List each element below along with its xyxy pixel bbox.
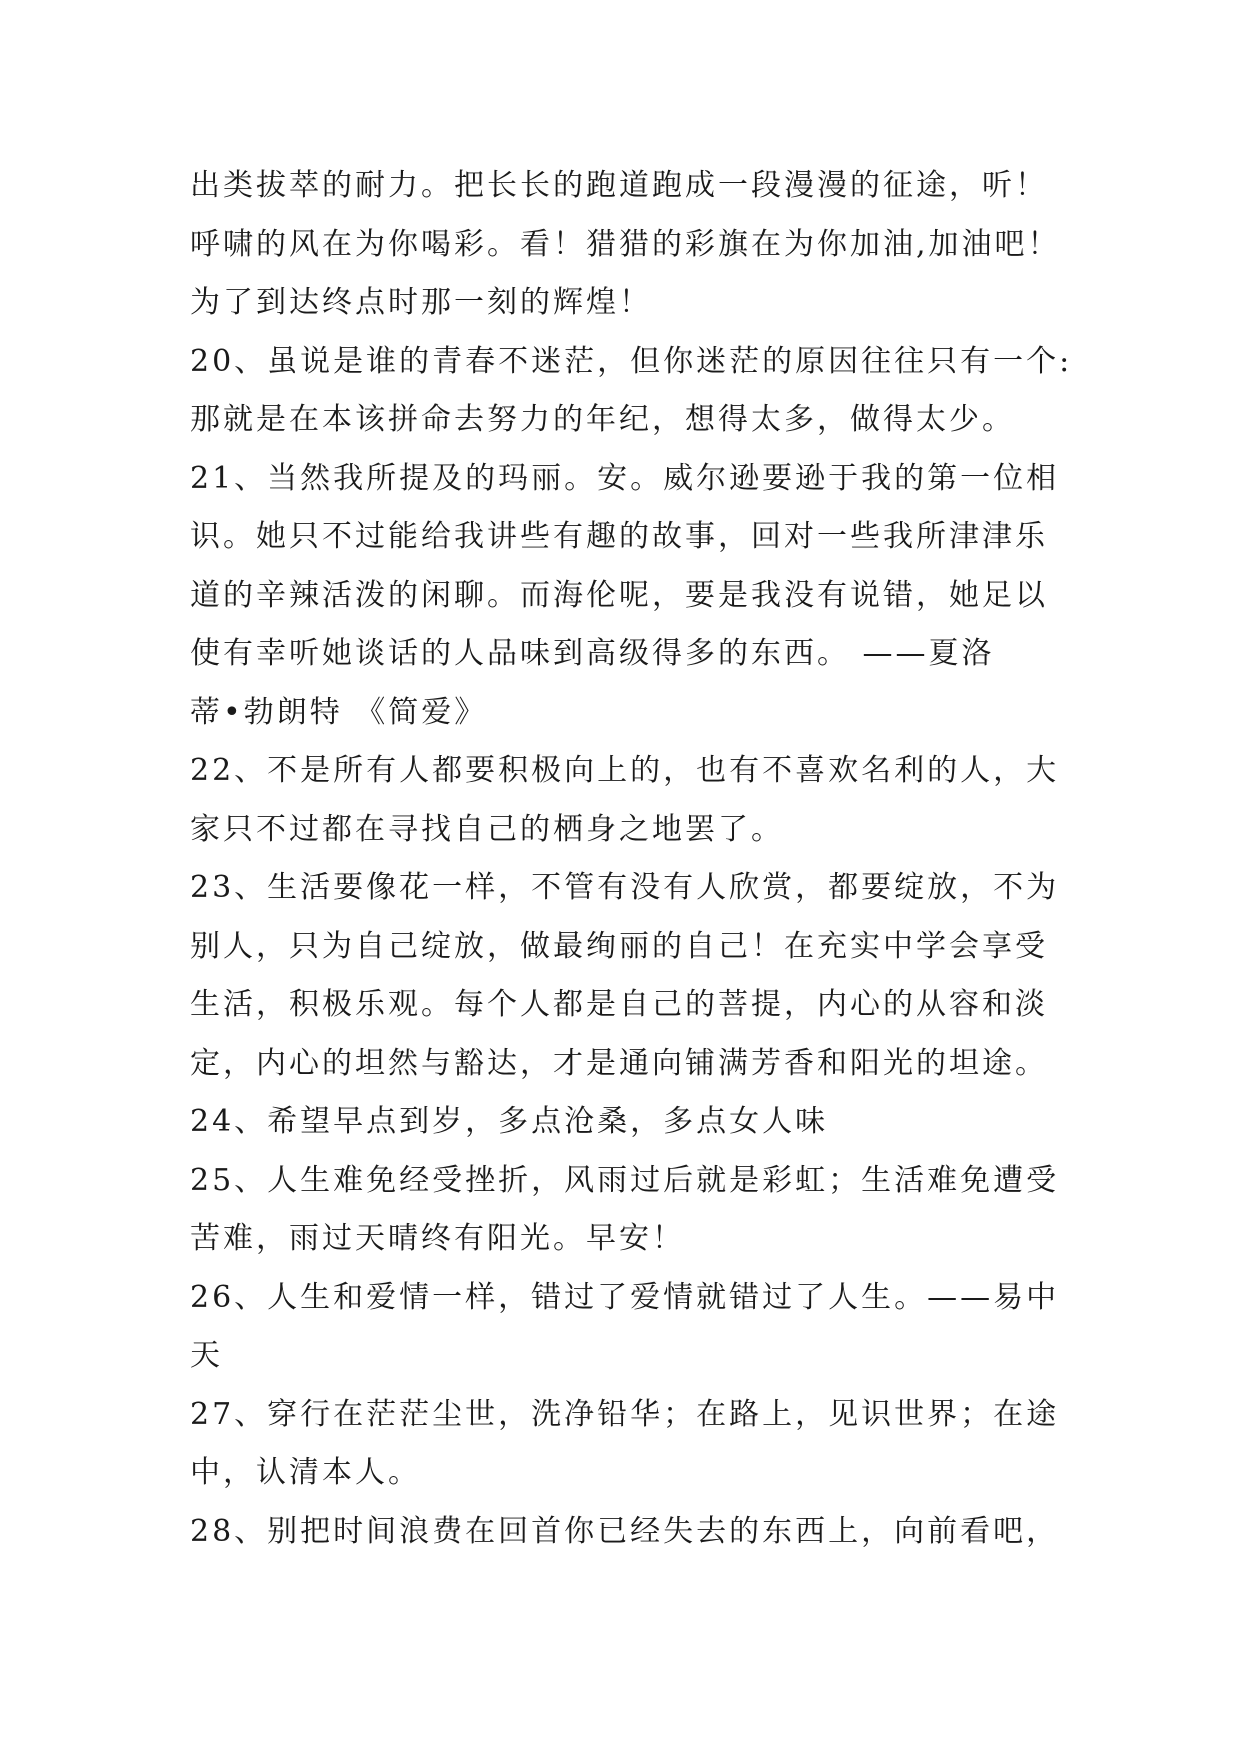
text-line: 为了到达终点时那一刻的辉煌！ <box>190 285 652 320</box>
text-line: 定，内心的坦然与豁达，才是通向铺满芳香和阳光的坦途。 <box>190 1045 1048 1081</box>
text-line: 生活，积极乐观。每个人都是自己的菩提，内心的从容和淡 <box>190 987 1048 1022</box>
document-body <box>190 157 1090 1561</box>
text-line: 23、生活要像花一样，不管有没有人欣赏，都要绽放，不为 <box>190 870 1060 905</box>
text-line: 中，认清本人。 <box>190 1455 421 1490</box>
text-line: 25、人生难免经受挫折，风雨过后就是彩虹；生活难免遭受 <box>190 1162 1060 1198</box>
text-line: 28、别把时间浪费在回首你已经失去的东西上，向前看吧， <box>190 1513 1060 1549</box>
text-line: 苦难，雨过天晴终有阳光。早安！ <box>190 1221 685 1256</box>
text-line: 出类拔萃的耐力。把长长的跑道跑成一段漫漫的征途，听！ <box>190 168 1048 203</box>
text-line: 22、不是所有人都要积极向上的，也有不喜欢名利的人，大 <box>190 753 1060 788</box>
text-line: 天 <box>190 1338 223 1373</box>
text-line: 识。她只不过能给我讲些有趣的故事，回对一些我所津津乐 <box>190 519 1048 554</box>
text-line: 呼啸的风在为你喝彩。看！猎猎的彩旗在为你加油,加油吧！ <box>190 226 1061 262</box>
text-line: 27、穿行在茫茫尘世，洗净铅华；在路上，见识世界；在途 <box>190 1396 1060 1432</box>
text-line: 21、当然我所提及的玛丽。安。威尔逊要逊于我的第一位相 <box>190 460 1060 496</box>
text-line: 道的辛辣活泼的闲聊。而海伦呢，要是我没有说错，她足以 <box>190 577 1048 613</box>
text-line: 那就是在本该拼命去努力的年纪，想得太多，做得太少。 <box>190 402 1015 437</box>
text-line: 使有幸听她谈话的人品味到高级得多的东西。 ——夏洛 <box>190 636 995 671</box>
text-line: 家只不过都在寻找自己的栖身之地罢了。 <box>190 811 784 847</box>
text-line: 20、虽说是谁的青春不迷茫，但你迷茫的原因往往只有一个: <box>190 343 1073 379</box>
text-line: 蒂•勃朗特 《简爱》 <box>190 694 488 730</box>
text-line: 24、希望早点到岁，多点沧桑，多点女人味 <box>190 1104 829 1139</box>
text-line: 26、人生和爱情一样，错过了爱情就错过了人生。——易中 <box>190 1279 1060 1315</box>
text-line: 别人，只为自己绽放，做最绚丽的自己！在充实中学会享受 <box>190 928 1048 964</box>
